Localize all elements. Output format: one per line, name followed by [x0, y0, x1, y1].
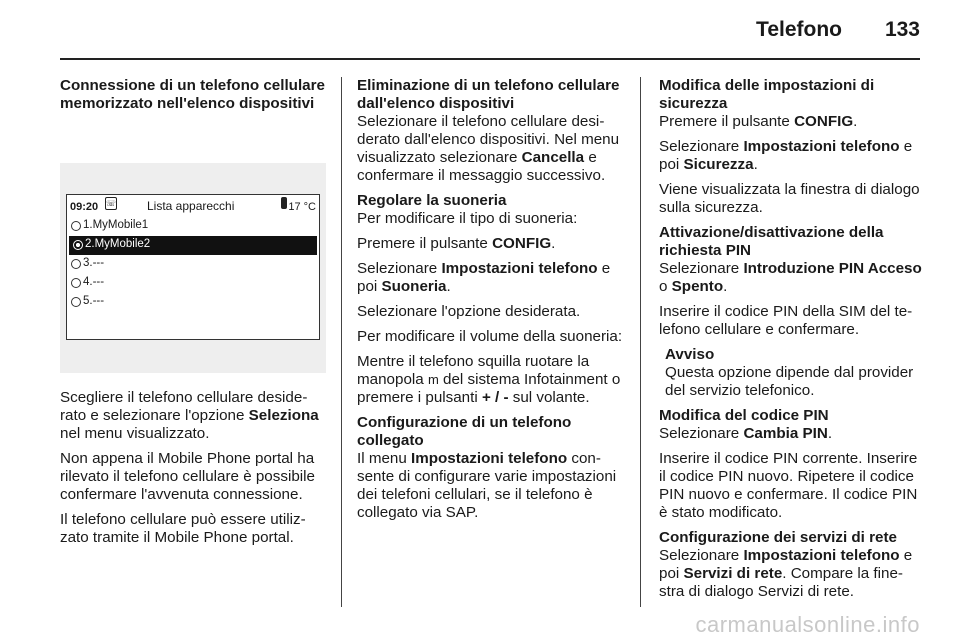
menu-option: Seleziona	[248, 407, 319, 424]
section-heading: Connessione di un telefono cellulare memorizzato nell'elenco dispositivi	[60, 77, 325, 112]
radio-icon	[73, 240, 83, 250]
text: Mentre il telefono squilla ruotare la manopola	[357, 353, 590, 388]
paragraph	[357, 353, 625, 407]
watermark: carmanualsonline.info	[695, 612, 920, 637]
text: del sistema Infotainment o premere i pulsanti	[357, 371, 621, 406]
device-list	[67, 217, 319, 312]
device-label: 4.---	[83, 276, 105, 288]
paragraph	[357, 235, 625, 253]
paragraph: Per modificare il tipo di suoneria:	[357, 210, 578, 227]
page-number: 133	[884, 18, 920, 41]
column-divider	[341, 77, 342, 607]
text: o	[659, 278, 672, 295]
display-screenshot	[60, 163, 326, 373]
menu-option: Cancella	[521, 149, 585, 166]
menu-option: Introduzione PIN Acceso	[743, 260, 922, 277]
radio-icon	[71, 297, 81, 307]
paragraph	[659, 260, 922, 296]
device-list-item[interactable]	[67, 217, 319, 236]
text: Selezionare	[357, 260, 442, 277]
device-list-item[interactable]	[67, 293, 319, 312]
section	[659, 77, 922, 217]
device-label: 2.MyMobile2	[85, 238, 151, 250]
note-text: Questa opzione dipende dal provider del servizio telefonico.	[665, 364, 914, 399]
section	[357, 192, 625, 407]
section	[659, 224, 922, 400]
text: Selezionare	[659, 547, 744, 564]
note-box	[659, 346, 922, 400]
paragraph	[357, 113, 625, 185]
section	[357, 77, 625, 185]
text: consente di configurare varie impostazioni dei telefoni cellulari, se il telefono è collegato via SAP.	[357, 450, 617, 521]
text: Selezionare	[659, 260, 744, 277]
text: Premere il pulsante	[659, 113, 795, 130]
text: e poi	[357, 260, 611, 295]
paragraph	[659, 547, 922, 601]
section	[659, 529, 922, 601]
screen-status-bar	[67, 195, 319, 213]
menu-option: Cambia PIN	[743, 425, 828, 442]
text: Selezionare	[659, 425, 744, 442]
menu-option: Impostazioni telefono	[411, 450, 568, 467]
column-1	[60, 77, 326, 554]
radio-icon	[71, 221, 81, 231]
paragraph: Selezionare l'opzione desiderata.	[357, 303, 581, 320]
device-label: 3.---	[83, 257, 105, 269]
paragraph	[357, 260, 625, 296]
text: sul volante.	[508, 389, 590, 406]
menu-option: Suoneria	[381, 278, 447, 295]
paragraph	[659, 113, 922, 131]
paragraph: Non appena il Mobile Phone portal ha rilevato il telefono cellulare è possibile confermare l'avvenuta connessione.	[60, 450, 315, 503]
device-list-item[interactable]	[69, 236, 317, 255]
paragraph	[60, 389, 326, 443]
column-2	[357, 77, 625, 529]
text: .	[827, 425, 833, 442]
page-header	[0, 0, 960, 62]
text: .	[723, 278, 728, 295]
text: e confermare il messaggio successivo.	[357, 149, 606, 184]
section-heading: Modifica delle impostazioni di sicurezza	[659, 77, 875, 112]
menu-option: Spento	[671, 278, 724, 295]
knob-icon: m	[427, 372, 439, 387]
device-label: 1.MyMobile1	[83, 219, 149, 231]
screen-title: Lista apparecchi	[147, 199, 235, 213]
section-heading: Regolare la suoneria	[357, 192, 507, 209]
section-heading: Configurazione di un telefono collegato	[357, 414, 572, 449]
paragraph: Inserire il codice PIN della SIM del telefono cellulare e confermare.	[659, 303, 913, 338]
section-heading: Modifica del codice PIN	[659, 407, 829, 424]
device-list-screen	[66, 194, 320, 340]
paragraph	[357, 450, 625, 522]
section-heading: Eliminazione di un telefono cellulare dall'elenco dispositivi	[357, 77, 620, 112]
button-name: CONFIG	[492, 235, 552, 252]
section	[357, 414, 625, 522]
device-label: 5.---	[83, 295, 105, 307]
radio-icon	[71, 278, 81, 288]
text: e poi	[659, 138, 913, 173]
radio-icon	[71, 259, 81, 269]
text: nel menu visualizzato.	[60, 425, 210, 442]
note-heading: Avviso	[665, 346, 715, 363]
text: .	[853, 113, 858, 130]
screen-time: 09:20	[70, 201, 99, 213]
header-divider	[60, 58, 920, 60]
section	[659, 407, 922, 522]
text: .	[753, 156, 758, 173]
menu-option: Impostazioni telefono	[441, 260, 598, 277]
column-3	[659, 77, 922, 608]
text: e poi	[659, 547, 913, 582]
paragraph	[659, 138, 922, 174]
paragraph: Per modificare il volume della suoneria:	[357, 328, 623, 345]
paragraph	[659, 425, 922, 443]
menu-option: Sicurezza	[683, 156, 754, 173]
menu-option: Impostazioni telefono	[743, 138, 900, 155]
screen-temperature: 17 °C	[288, 201, 316, 213]
text: Selezionare il telefono cellulare desiderato dall'elenco dispositivi. Nel menu visualizzato selezionare	[357, 113, 620, 166]
phone-icon: ☏	[106, 199, 117, 208]
paragraph: Il telefono cellulare può essere utilizzato tramite il Mobile Phone portal.	[60, 511, 306, 546]
menu-option: Servizi di rete	[683, 565, 783, 582]
device-list-item[interactable]	[67, 274, 319, 293]
text: Scegliere il telefono cellulare desiderato e selezionare l'opzione	[60, 389, 308, 424]
menu-option: Impostazioni telefono	[743, 547, 900, 564]
paragraph: Viene visualizzata la finestra di dialogo sulla sicurezza.	[659, 181, 920, 216]
section-title: Telefono	[756, 18, 842, 41]
text: .	[551, 235, 556, 252]
section-heading: Configurazione dei servizi di rete	[659, 529, 897, 546]
button-name: CONFIG	[794, 113, 854, 130]
text: Premere il pulsante	[357, 235, 493, 252]
column-divider	[640, 77, 641, 607]
text: Il menu	[357, 450, 412, 467]
text: .	[446, 278, 451, 295]
device-list-item[interactable]	[67, 255, 319, 274]
thermometer-icon	[281, 197, 287, 209]
button-name: + / -	[481, 389, 509, 406]
section-heading: Attivazione/disattivazione della richiesta PIN	[659, 224, 884, 259]
text: . Compare la finestra di dialogo Servizi di rete.	[659, 565, 903, 600]
paragraph: Inserire il codice PIN corrente. Inserire il codice PIN nuovo. Ripetere il codice PIN nuovo e confermare. Il codice PIN è stato modificato.	[659, 450, 918, 521]
text: Selezionare	[659, 138, 744, 155]
